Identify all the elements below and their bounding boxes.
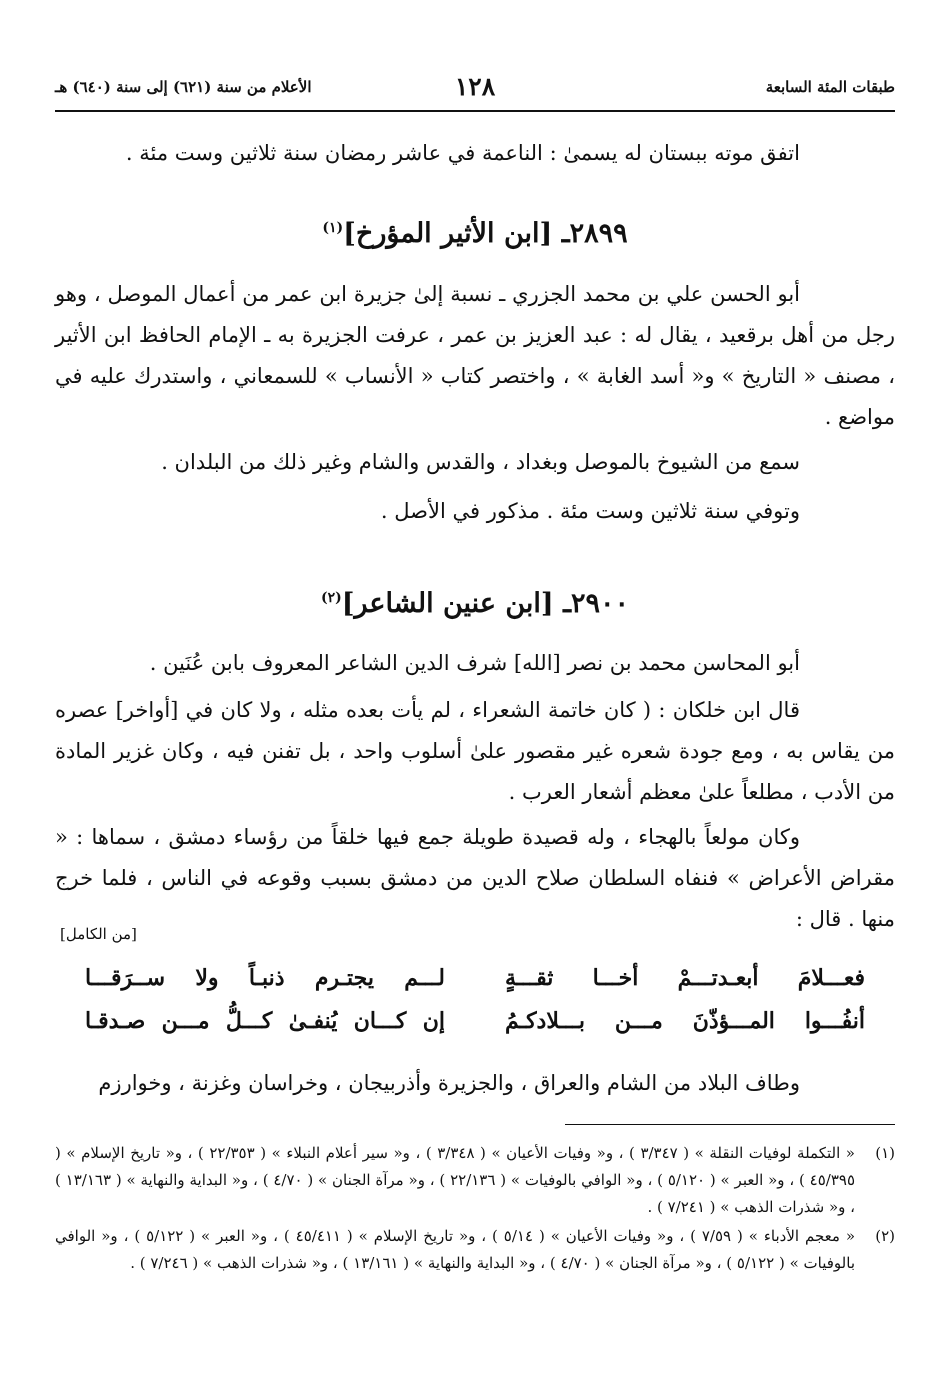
footnote-1-number: (١) <box>875 1144 895 1162</box>
entry-2900-paragraph-1: أبو المحاسن محمد بن نصر [الله] شرف الدين الشاعر المعروف بابن عُنَين . <box>149 651 800 675</box>
intro-line: اتفق موته ببستان له يسمىٰ : الناعمة في عاشر رمضان سنة ثلاثين وست مئة . <box>125 141 800 165</box>
entry-2899-heading-block <box>55 218 895 249</box>
entry-2900-paragraph-4: وطاف البلاد من الشام والعراق ، والجزيرة وأذربيجان ، وخراسان وغزنة ، وخوارزم <box>98 1071 800 1095</box>
entry-2899-paragraph-3: وتوفي سنة ثلاثين وست مئة . مذكور في الأصل . <box>380 499 800 523</box>
header-section-title: طبقات المئة السابعة <box>765 78 895 96</box>
verse-2-first-hemistich: أنفُـــوا المـــؤذّنَ مـــن بـــلادكـمُ <box>505 1008 865 1034</box>
verse-1-second-hemistich: لـــم يجتـرم ذنبـاً ولا ســرَقـــا <box>85 965 445 991</box>
running-header <box>55 72 895 112</box>
header-range-title: الأعلام من سنة (٦٢١) إلى سنة (٦٤٠) هـ <box>55 78 312 96</box>
footnotes <box>55 1140 895 1277</box>
entry-2900-body <box>55 643 895 940</box>
entry-2900-note-ref: (٢) <box>320 590 342 606</box>
verse-line-1 <box>85 965 865 1005</box>
intro-line-block <box>55 133 895 174</box>
entry-2900-paragraph-2: قال ابن خلكان : ( كان خاتمة الشعراء ، لم يأت بعده مثله ، ولا كان في [أواخر] عصره من يقاس به ، ومع جودة شعره غير مقصور علىٰ أسلوب واحد ، بل تفنن فيه ، وكان غزير المادة من الأدب ، مطلعاً علىٰ معظم أشعار العرب . <box>55 698 895 804</box>
entry-2899-paragraph-2: سمع من الشيوخ بالموصل وبغداد ، والقدس والشام وغير ذلك من البلدان . <box>161 450 800 474</box>
footnote-1-text: « التكملة لوفيات النقلة » ( ٣/٣٤٧ ) ، و« وفيات الأعيان » ( ٣/٣٤٨ ) ، و« سير أعلام النبلاء » ( ٢٢/٣٥٣ ) ، و« تاريخ الإسلام » ( ٤٥/٣٩٥ ) ، و« العبر » ( ٥/١٢٠ ) ، و« الوافي بالوفيات » ( ٢٢/١٣٦ ) ، و« مرآة الجنان » ( ٤/٧٠ ) ، و« البداية والنهاية » ( ١٣/١٦٣ ) ، و« شذرات الذهب » ( ٧/٢٤١ ) . <box>55 1144 856 1216</box>
entry-2900-continuation <box>55 1063 895 1104</box>
entry-2899-heading: ٢٨٩٩ـ [ابن الأثير المؤرخ] <box>343 218 628 249</box>
verse-1-first-hemistich: فعـــلامَ أبعـدتـــمْ أخـــا ثقـــةٍ <box>505 965 865 991</box>
footnote-2 <box>55 1223 895 1277</box>
page-number: ١٢٨ <box>454 72 496 101</box>
footnote-1 <box>55 1140 895 1221</box>
verse-line-2 <box>85 1008 865 1048</box>
footnote-2-number: (٢) <box>875 1227 895 1245</box>
footnote-rule <box>565 1124 895 1125</box>
footnote-2-text: « معجم الأدباء » ( ٧/٥٩ ) ، و« وفيات الأعيان » ( ٥/١٤ ) ، و« تاريخ الإسلام » ( ٤٥/٤١١ ) ، و« العبر » ( ٥/١٢٢ ) ، و« الوافي بالوفيات » ( ٥/١٢٢ ) ، و« مرآة الجنان » ( ٤/٧٠ ) ، و« البداية والنهاية » ( ١٣/١٦١ ) ، و« شذرات الذهب » ( ٧/٢٤٦ ) . <box>55 1227 855 1272</box>
entry-2900-paragraph-3: وكان مولعاً بالهجاء ، وله قصيدة طويلة جمع فيها خلقاً من رؤساء دمشق ، سماها : « مقراض الأعراض » فنفاه السلطان صلاح الدين من دمشق بسبب وقوعه في الناس ، فلما خرج منها . قال : <box>55 825 895 931</box>
entry-2899-paragraph-1: أبو الحسن علي بن محمد الجزري ـ نسبة إلىٰ جزيرة ابن عمر من أعمال الموصل ، وهو رجل من أهل برقعيد ، يقال له : عبد العزيز بن عمر ، عرفت الجزيرة به ـ الإمام الحافظ ابن الأثير ، مصنف « التاريخ » و« أسد الغابة » ، واختصر كتاب « الأنساب » للسمعاني ، واستدرك عليه في مواضع . <box>55 282 895 429</box>
entry-2900-heading: ٢٩٠٠ـ [ابن عنين الشاعر] <box>341 588 630 619</box>
header-rule <box>55 110 895 112</box>
entry-2899-note-ref: (١) <box>322 220 344 236</box>
verse-2-second-hemistich: إن كـــان يُنفـىٰ كـــلُّ مـــن صـدقـا <box>85 1008 445 1034</box>
entry-2900-heading-block <box>55 588 895 619</box>
verse-meter-label: [من الكامل] <box>60 925 137 943</box>
entry-2899-body <box>55 274 895 532</box>
